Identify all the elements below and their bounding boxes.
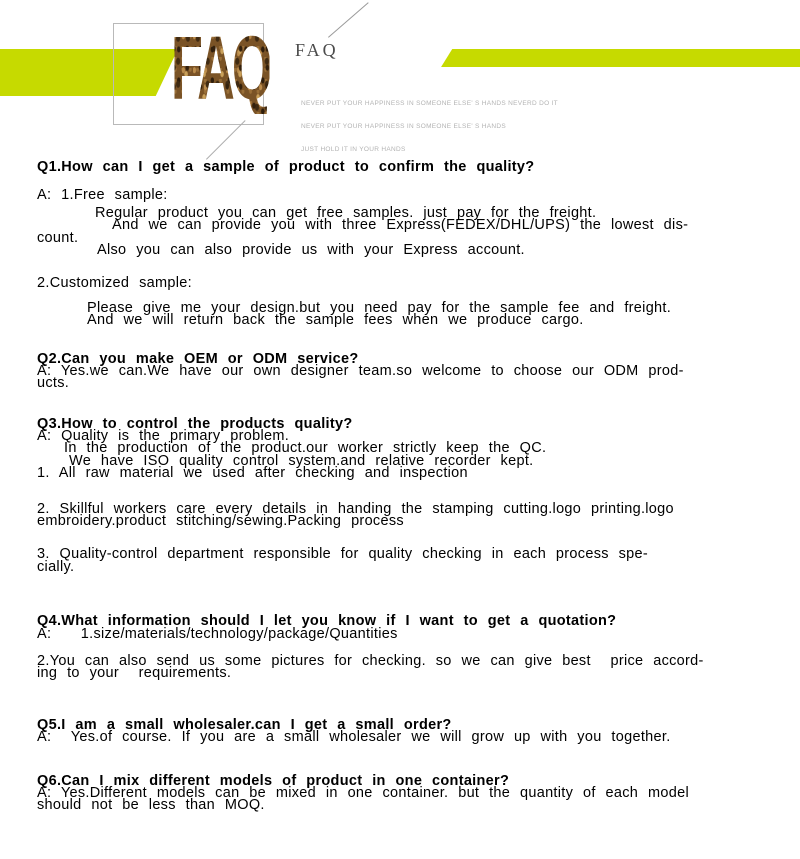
tagline-line: NEVER PUT YOUR HAPPINESS IN SOMEONE ELSE' S HANDS	[301, 122, 506, 130]
answer-line: cially.	[37, 558, 75, 575]
answer-line: should not be less than MOQ.	[37, 797, 265, 814]
answer-line: ing to your requirements.	[37, 665, 232, 682]
question-5: Q5.I am a small wholesaler.can I get a small order?	[37, 716, 452, 733]
answer-line: Regular product you can get free samples. just pay for the freight.	[95, 204, 597, 221]
answer-line: Also you can also provide us with your Express account.	[97, 241, 525, 258]
question-1: Q1.How can I get a sample of product to confirm the quality?	[37, 159, 535, 175]
answer-line: 2. Skillful workers care every details in handing the stamping cutting.logo printing.logo	[37, 500, 674, 517]
answer-line: ucts.	[37, 375, 70, 392]
answer-line: Please give me your design.but you need pay for the sample fee and freight.	[87, 299, 672, 316]
diagonal-line-bottom	[206, 120, 246, 160]
tagline-line: JUST HOLD IT IN YOUR HANDS	[301, 145, 406, 153]
answer-line: A: Yes.we can.We have our own designer team.so welcome to choose our ODM prod-	[37, 362, 684, 379]
answer-line: A: Quality is the primary problem.	[37, 428, 290, 445]
tagline	[301, 85, 558, 169]
answer-line: count.	[37, 229, 79, 246]
answer-line: embroidery.product stitching/sewing.Packing process	[37, 513, 404, 530]
answer-line: A: 1.size/materials/technology/package/Quantities	[37, 625, 398, 642]
tagline-line: NEVER PUT YOUR HAPPINESS IN SOMEONE ELSE' S HANDS NEVERD DO IT	[301, 100, 558, 108]
question-2: Q2.Can you make OEM or ODM service?	[37, 350, 359, 367]
answer-line: In the production of the product.our worker strictly keep the QC.	[64, 440, 547, 457]
answer-line: A: 1.Free sample:	[37, 187, 168, 204]
question-6: Q6.Can I mix different models of product in one container?	[37, 772, 510, 789]
answer-line: 1. All raw material we used after checking and inspection	[37, 465, 468, 482]
diagonal-line-top	[328, 2, 369, 38]
faq-logo: FAQ	[171, 19, 270, 119]
question-3: Q3.How to control the products quality?	[37, 415, 353, 432]
answer-line: A: Yes.of course. If you are a small wholesaler we will grow up with you together.	[37, 729, 671, 746]
answer-line: We have ISO quality control system.and relative recorder kept.	[69, 452, 534, 469]
answer-line: 2.You can also send us some pictures for checking. so we can give best price accord-	[37, 652, 704, 669]
answer-line: And we can provide you with three Express(FEDEX/DHL/UPS) the lowest dis-	[112, 217, 689, 234]
faq-content	[37, 161, 782, 812]
answer-line: And we will return back the sample fees when we produce cargo.	[87, 312, 584, 329]
answer-line: A: Yes.Different models can be mixed in one container. but the quantity of each model	[37, 784, 689, 801]
question-4: Q4.What information should I let you know if I want to get a quotation?	[37, 613, 617, 630]
answer-line: 2.Customized sample:	[37, 275, 192, 292]
green-stripe-right	[440, 49, 800, 67]
answer-line: 3. Quality-control department responsible for quality checking in each process spe-	[37, 546, 649, 563]
faq-title-serif: FAQ	[295, 40, 339, 60]
